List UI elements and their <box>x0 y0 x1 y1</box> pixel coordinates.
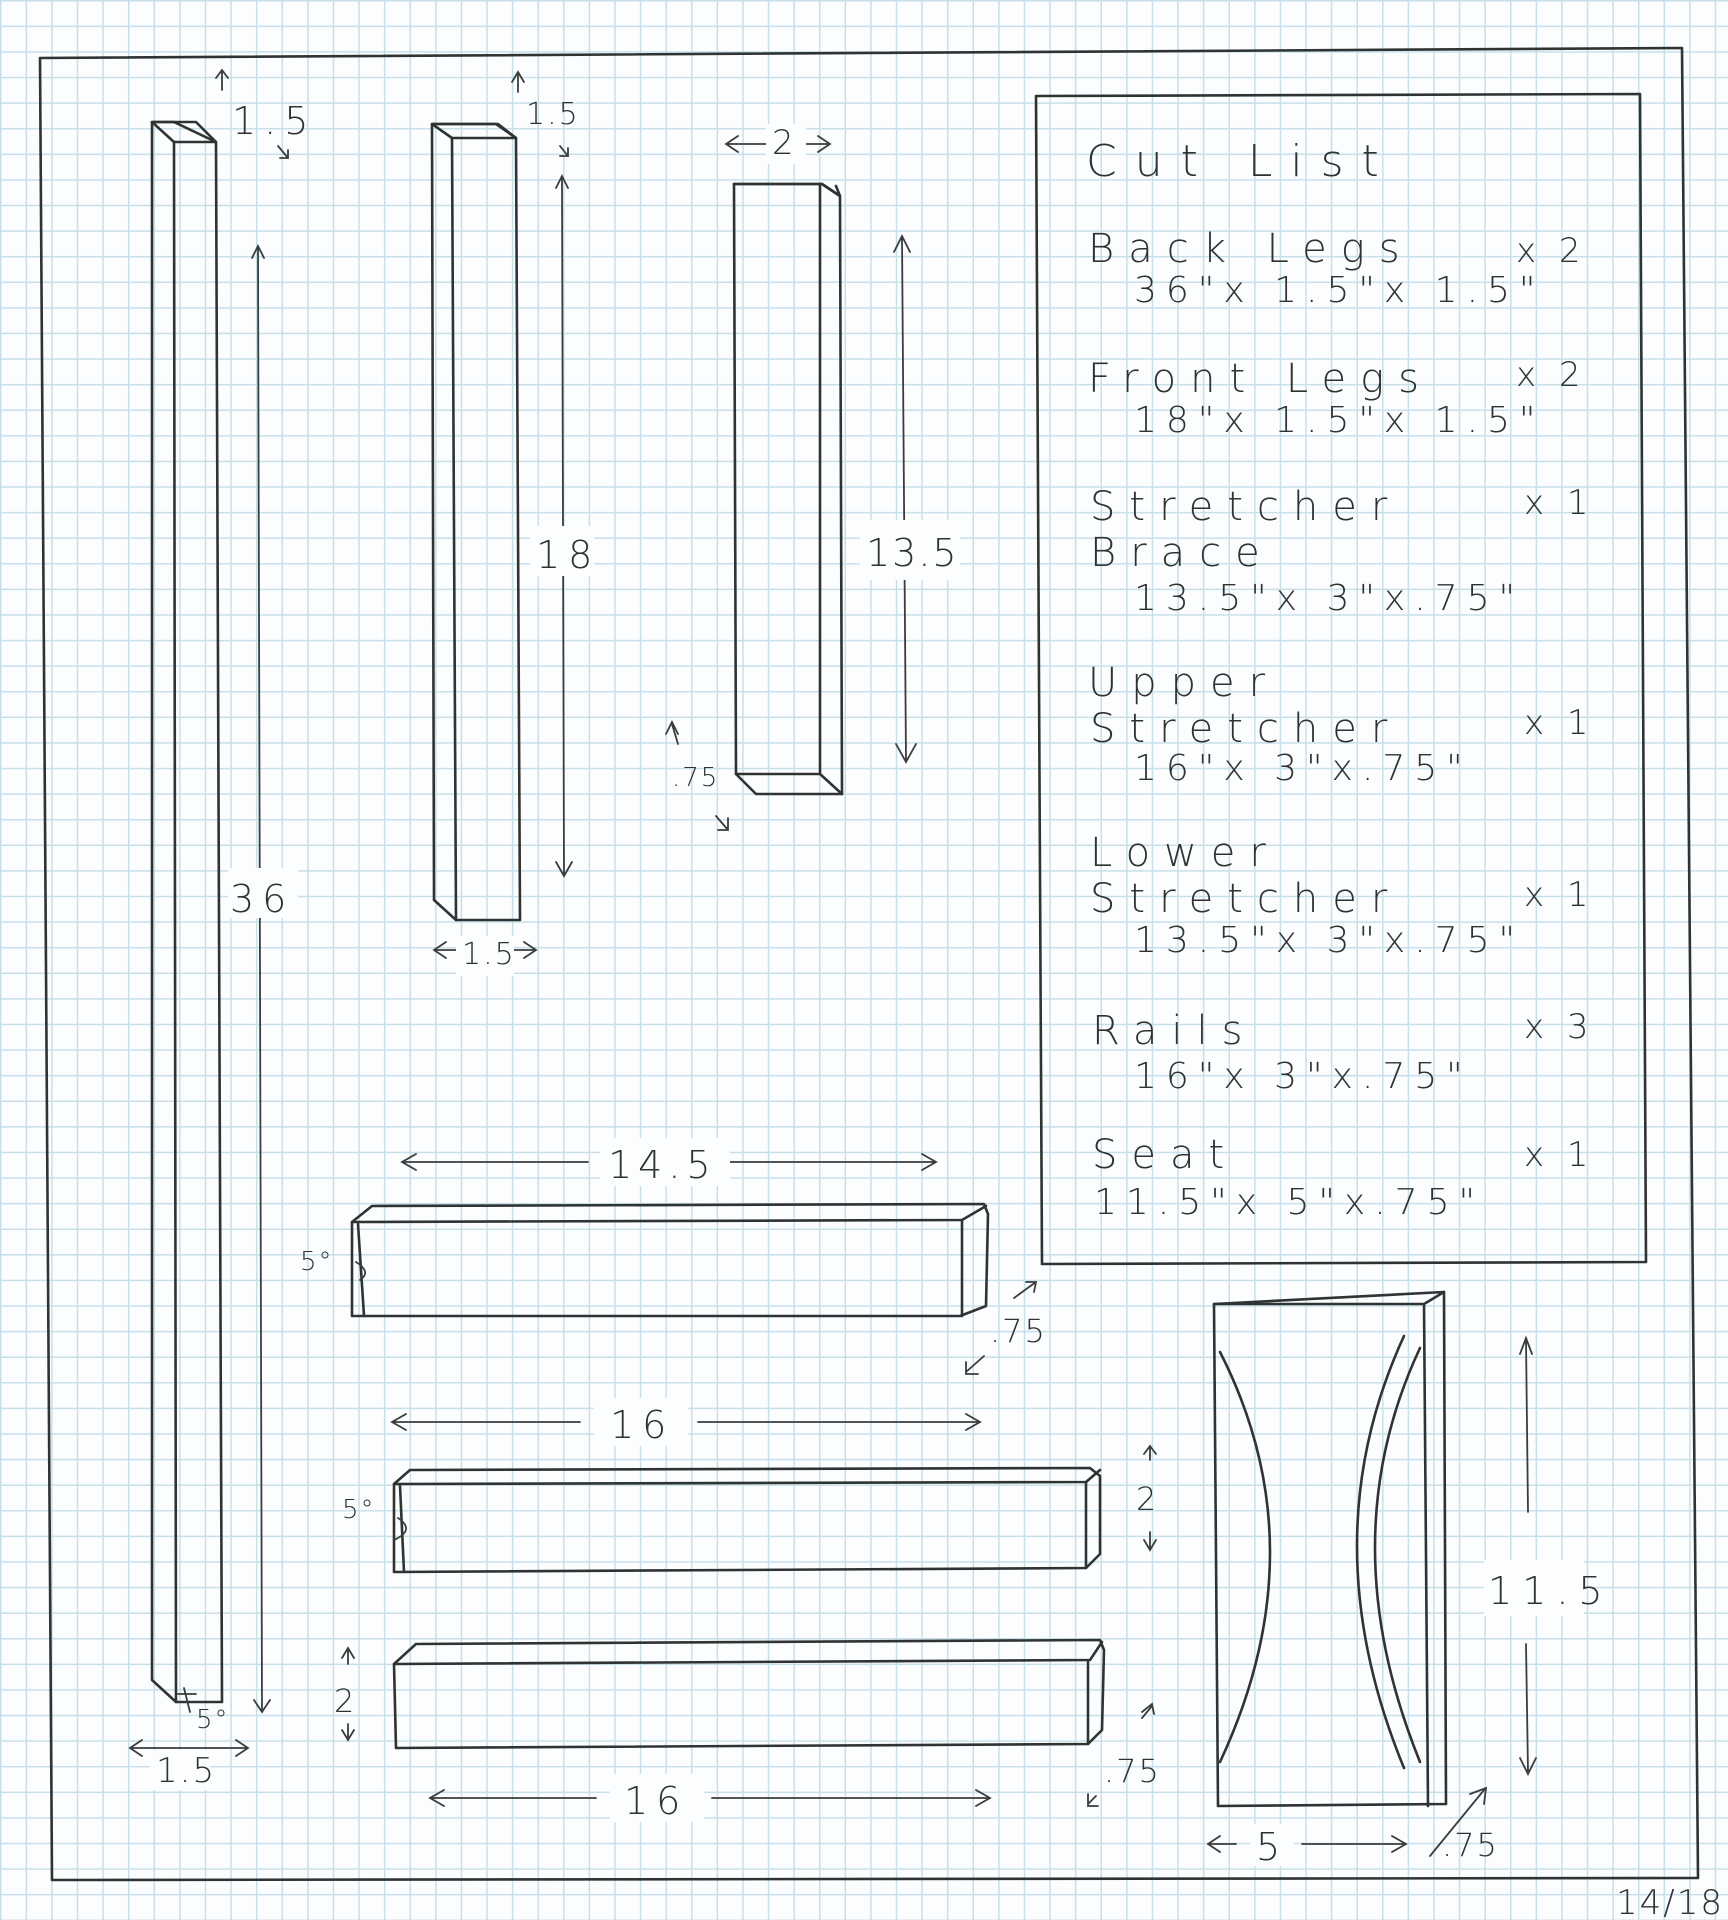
rail-1-thickness-label: .75 <box>990 1312 1047 1350</box>
back-leg-drawing <box>152 122 222 1712</box>
cut-item-name: Rails <box>1092 1008 1257 1054</box>
cut-item-name-2: Brace <box>1090 530 1274 576</box>
cut-item-dims: 18"x 1.5"x 1.5" <box>1134 400 1545 441</box>
back-leg-length-label: 36 <box>230 877 295 921</box>
rail-3-dimensions <box>342 1648 1154 1806</box>
back-leg-top-label: 1.5 <box>232 99 317 143</box>
rail-1-angle-label: 5° <box>300 1247 334 1277</box>
stretcher-brace-length-label: 13.5 <box>866 531 959 575</box>
cut-item-name: Stretcher <box>1090 484 1402 530</box>
seat-thickness-label: .75 <box>1442 1826 1499 1864</box>
cut-item-qty: x 3 <box>1524 1007 1595 1047</box>
cut-item-qty: x 1 <box>1524 483 1595 523</box>
cut-item-name: Seat <box>1092 1132 1239 1178</box>
cut-item-dims: 11.5"x 5"x.75" <box>1094 1182 1485 1223</box>
cut-item-name: Front Legs <box>1088 356 1433 402</box>
cut-item-qty: x 1 <box>1524 875 1595 915</box>
page-border <box>40 48 1698 1880</box>
cut-list-item <box>1090 830 1595 961</box>
stretcher-brace-width-label: 2 <box>772 123 796 163</box>
rail-1-dimensions <box>356 1154 1036 1374</box>
seat-width-label: 5 <box>1256 1825 1289 1869</box>
front-leg-length-label: 18 <box>536 533 601 577</box>
cut-list <box>1086 136 1595 1223</box>
rail-2-angle-label: 5° <box>342 1495 376 1525</box>
back-leg-angle-label: 5° <box>196 1705 230 1735</box>
stretcher-brace-drawing <box>734 184 842 794</box>
cut-list-item <box>1090 483 1595 619</box>
stretcher-brace-dimensions <box>666 136 916 830</box>
rail-3-thickness-label: .75 <box>1104 1752 1161 1790</box>
front-leg-top-label: 1.5 <box>526 97 580 132</box>
cut-item-qty: x 2 <box>1516 231 1587 271</box>
rail-3-drawing <box>394 1640 1104 1748</box>
cut-list-item <box>1088 660 1595 789</box>
stretcher-brace-thickness-label: .75 <box>672 763 720 793</box>
cut-list-item <box>1092 1007 1595 1097</box>
cut-list-item <box>1088 226 1587 311</box>
rail-1-drawing <box>352 1204 988 1316</box>
rail-2-length-label: 16 <box>610 1403 675 1447</box>
rail-1-length-label: 14.5 <box>608 1143 717 1187</box>
cut-item-dims: 13.5"x 3"x.75" <box>1134 578 1525 619</box>
cut-item-name: Upper <box>1088 660 1280 706</box>
cut-item-dims: 16"x 3"x.75" <box>1134 748 1472 789</box>
cut-item-dims: 36"x 1.5"x 1.5" <box>1134 270 1545 311</box>
cut-item-qty: x 1 <box>1524 703 1595 743</box>
cut-item-name-2: Stretcher <box>1090 876 1402 922</box>
rail-2-drawing <box>394 1468 1100 1572</box>
rail-2-height-label: 2 <box>1136 1480 1159 1518</box>
rail-3-length-label: 16 <box>624 1779 689 1823</box>
front-leg-width-label: 1.5 <box>462 937 516 972</box>
cut-item-name: Back Legs <box>1088 226 1414 272</box>
seat-length-label: 11.5 <box>1488 1569 1613 1613</box>
cut-item-qty: x 1 <box>1524 1135 1595 1175</box>
cut-list-item <box>1088 355 1587 441</box>
front-leg-drawing <box>432 124 520 920</box>
cut-item-qty: x 2 <box>1516 355 1587 395</box>
cut-list-item <box>1092 1132 1595 1223</box>
cut-list-title: Cut List <box>1086 136 1397 187</box>
seat-drawing <box>1214 1292 1446 1806</box>
cut-item-name: Lower <box>1090 830 1280 876</box>
cut-item-dims: 16"x 3"x.75" <box>1134 1056 1472 1097</box>
page-number: 14/18 <box>1616 1883 1724 1920</box>
rail-3-height-label: 2 <box>334 1682 357 1720</box>
back-leg-width-label: 1.5 <box>156 1751 217 1791</box>
cut-item-name-2: Stretcher <box>1090 706 1402 752</box>
cut-item-dims: 13.5"x 3"x.75" <box>1134 920 1525 961</box>
